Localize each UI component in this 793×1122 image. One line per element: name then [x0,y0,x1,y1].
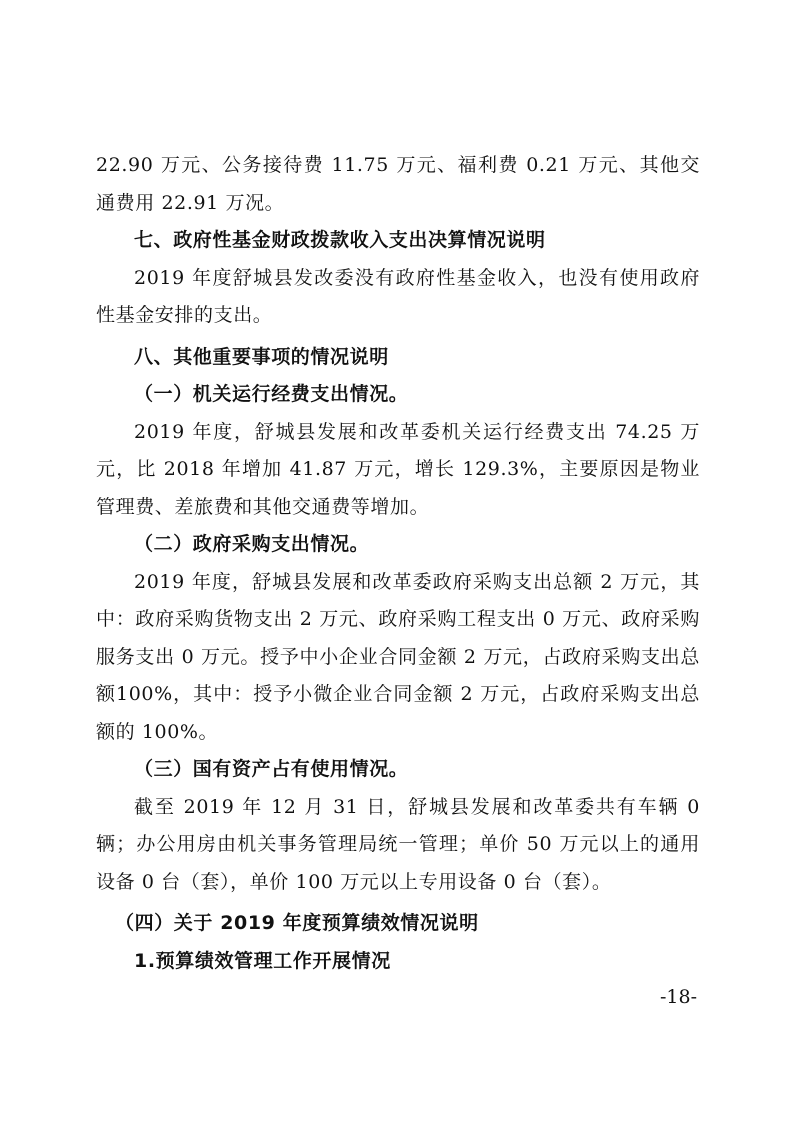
document-body [96,147,700,980]
paragraph-operating-expenses: 2019 年度，舒城县发展和改革委机关运行经费支出 74.25 万元，比 2018 年增加 41.87 万元，增长 129.3%，主要原因是物业管理费、差旅费和其他交通费等增加。 [96,420,700,518]
sub-item-heading-1: 1.预算绩效管理工作开展情况 [134,949,391,972]
paragraph-government-fund: 2019 年度舒城县发改委没有政府性基金收入，也没有使用政府性基金安排的支出。 [96,266,700,326]
page-number: -18- [659,986,697,1008]
section-heading-8: 八、其他重要事项的情况说明 [134,345,389,368]
subsection-heading-2: （二）政府采购支出情况。 [134,533,370,555]
paragraph-state-assets: 截至 2019 年 12 月 31 日，舒城县发展和改革委共有车辆 0 辆；办公用房由机关事务管理局统一管理；单价 50 万元以上的通用设备 0 台（套），单价 100 万元以上专用设备 0 台（套）。 [96,795,700,893]
subsection-heading-3: （三）国有资产占有使用情况。 [134,758,409,780]
subsection-heading-4: （四）关于 2019 年度预算绩效情况说明 [115,912,479,934]
section-heading-7: 七、政府性基金财政拨款收入支出决算情况说明 [134,229,546,251]
paragraph-procurement: 2019 年度，舒城县发展和改革委政府采购支出总额 2 万元，其中：政府采购货物支出 2 万元、政府采购工程支出 0 万元、政府采购服务支出 0 万元。授予中小企业合同金额 2 万元，占政府采购支出总额100%，其中：授予小微企业合同金额 2 万元，占政府采购支出总额的 100%。 [96,570,700,743]
paragraph-continued-expenses: 22.90 万元、公务接待费 11.75 万元、福利费 0.21 万元、其他交通费用 22.91 万况。 [96,154,700,214]
subsection-heading-1: （一）机关运行经费支出情况。 [134,383,409,405]
